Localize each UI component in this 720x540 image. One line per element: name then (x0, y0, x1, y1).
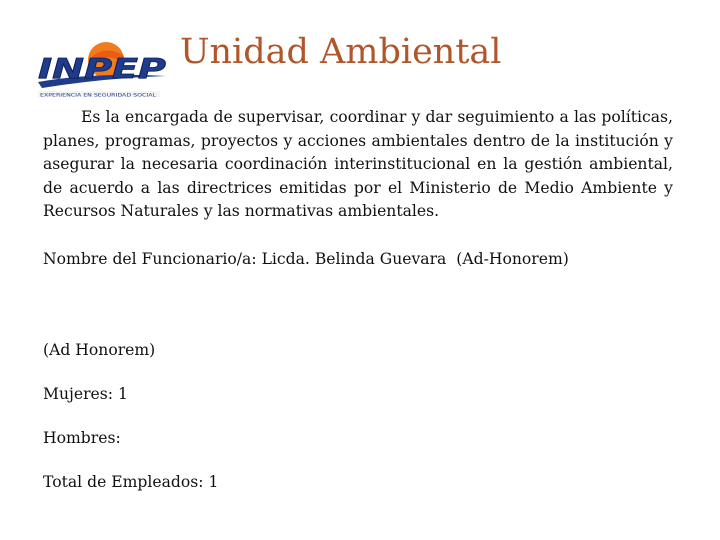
total-value: 1 (208, 473, 219, 491)
mujeres-value: 1 (117, 385, 128, 403)
funcionario-line (43, 248, 569, 270)
mujeres-line (43, 383, 128, 405)
svg-text:EXPERIENCIA EN SEGURIDAD SOCIA: EXPERIENCIA EN SEGURIDAD SOCIAL (40, 93, 126, 99)
mujeres-label: Mujeres: (43, 385, 114, 403)
ad-honorem-note: (Ad Honorem) (43, 341, 156, 359)
inpep-logo (34, 38, 174, 100)
svg-text:INPEP: INPEP (38, 52, 167, 85)
funcionario-label: Nombre del Funcionario/a: (43, 250, 257, 268)
unit-description (43, 106, 673, 224)
page-title: Unidad Ambiental (180, 32, 502, 72)
total-line (43, 471, 218, 493)
hombres-label: Hombres: (43, 429, 121, 447)
description-paragraph: Es la encargada de supervisar, coordinar y dar seguimiento a las políticas, planes, programas, proyectos y acciones ambientales dentro de la institución y asegurar la necesaria coordinación interinstitucional en la gestión ambiental, de acuerdo a las directrices emitidas por el Ministerio de Medio Ambiente y Recursos Naturales y las normativas ambientales. (43, 108, 673, 220)
funcionario-name: Licda. Belinda Guevara (Ad-Honorem) (261, 250, 569, 268)
total-label: Total de Empleados: (43, 473, 204, 491)
hombres-line (43, 427, 126, 449)
